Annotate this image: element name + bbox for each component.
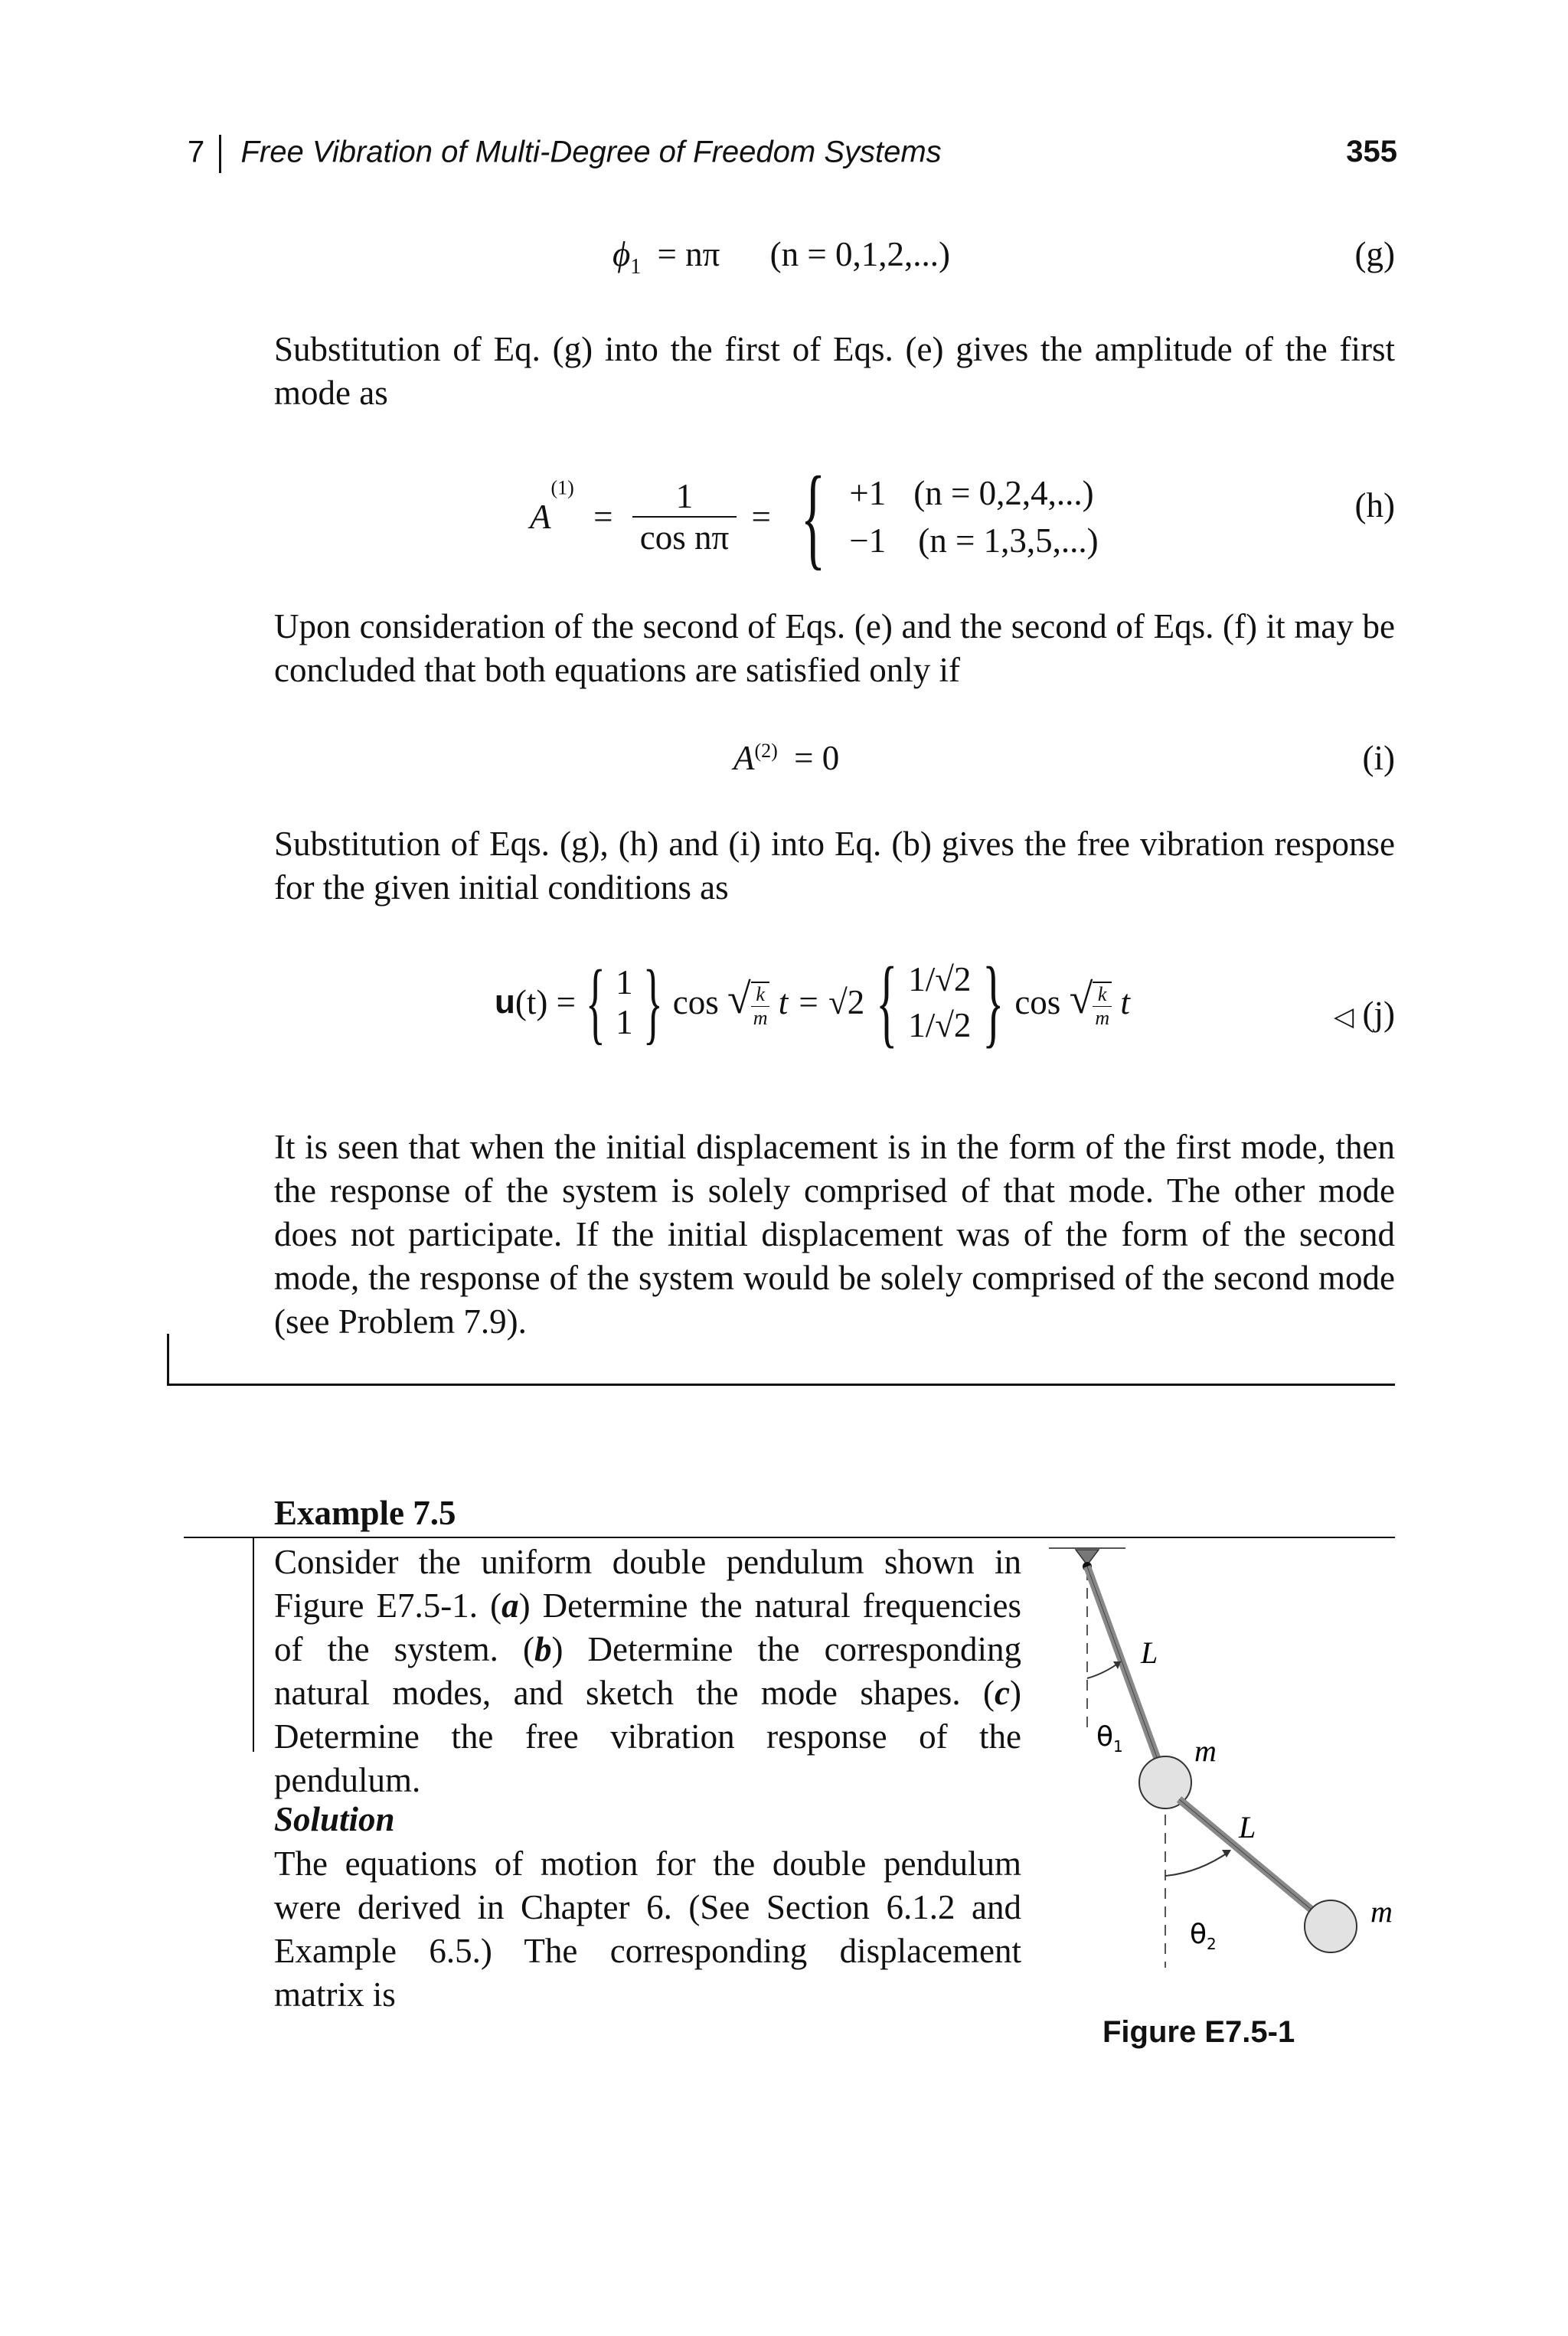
solution-text: The equations of motion for the double pendulum were derived in Chapter 6. (See Section 6.1.2 and Example 6.5.) The corresponding displacement matrix is	[274, 1844, 1021, 2014]
eq-j-k-2: k	[1093, 983, 1112, 1007]
eq-j-u-vector: u	[495, 983, 515, 1021]
paragraph-1: Substitution of Eq. (g) into the first of Eqs. (e) gives the amplitude of the first mode as	[274, 330, 1395, 412]
eq-j-sqrt-1: √ $\frac{k}{m}$	[727, 975, 770, 1029]
equation-g	[612, 234, 950, 279]
example-end-bracket-vertical	[167, 1334, 169, 1386]
eq-j-t-2: t	[1120, 983, 1130, 1021]
equation-j	[495, 947, 1130, 1057]
eq-j-v2-bottom: 1/√2	[908, 1006, 972, 1044]
eq-j-lhs-arg: (t) =	[514, 983, 576, 1021]
chapter-title: Free Vibration of Multi-Degree of Freedom Systems	[240, 135, 942, 169]
eq-i-lhs: A	[733, 739, 755, 777]
eq-i-lhs-sup: (2)	[754, 740, 778, 762]
eq-i-rhs: = 0	[794, 739, 840, 777]
label-m1: m	[1194, 1733, 1217, 1768]
eq-j-v2-top: 1/√2	[908, 960, 972, 998]
end-of-example-marker: ◁	[1334, 1001, 1354, 1032]
eq-h-case2-cond: (n = 1,3,5,...)	[918, 521, 1099, 560]
label-m2: m	[1370, 1894, 1393, 1929]
eq-h-case1-cond: (n = 0,2,4,...)	[913, 474, 1094, 512]
eq-h-lhs: A	[530, 498, 551, 536]
eq-j-t-1: t =	[778, 983, 820, 1021]
eq-j-sqrt-2: √ $\frac{k}{m}$	[1070, 975, 1112, 1029]
eq-h-denominator: cos nπ	[639, 518, 730, 557]
eq-j-brace-1-left: {	[586, 951, 606, 1053]
eq-label-h: (h)	[1354, 486, 1395, 524]
double-pendulum-figure	[1041, 1539, 1439, 1968]
statement-part-b: ) Determine the natural frequencies of the system. (	[274, 1586, 1022, 1668]
page-number: 355	[1346, 135, 1397, 168]
eq-h-case1: +1	[849, 474, 887, 512]
eq-j-v1-top: 1	[616, 963, 633, 1001]
running-header	[188, 135, 1397, 173]
eq-label-j	[1334, 994, 1395, 1034]
eq-g-rhs: = nπ	[657, 235, 720, 273]
paragraph-3: Substitution of Eqs. (g), (h) and (i) into Eq. (b) gives the free vibration response for the given initial conditions as	[274, 825, 1395, 907]
example-statement-bar	[253, 1537, 254, 1752]
eq-j-cos-1: cos	[672, 983, 719, 1021]
eq-h-fraction	[632, 476, 737, 557]
eq-j-v1-bottom: 1	[616, 1003, 633, 1041]
theta-2-arc	[1165, 1851, 1230, 1876]
label-theta2: $\theta_2$	[1190, 1919, 1217, 1953]
paragraph-2: Upon consideration of the second of Eqs. (e) and the second of Eqs. (f) it may be concluded that both equations are satisfied only if	[274, 607, 1395, 689]
example-statement	[274, 1540, 1021, 1802]
statement-part-c: ) Determine the corresponding natural modes, and sketch the mode shapes. (	[274, 1630, 1021, 1712]
eq-j-k-1: k	[751, 983, 770, 1007]
equation-h: $A^{(1)}$ = $\frac{1}{\text{cos nπ}}$ = { +1 (n = 0,2,4,...) −1 (n = 1,3,5,...)	[530, 453, 1099, 580]
eq-j-vector-2	[908, 956, 971, 1048]
example-title: Example 7.5	[274, 1494, 456, 1532]
label-theta1: $\theta_1$	[1096, 1721, 1123, 1756]
eq-h-case2: −1	[849, 521, 887, 560]
eq-j-m-2: m	[1095, 1006, 1110, 1029]
eq-label-i: (i)	[1362, 739, 1395, 777]
eq-j-cos-2: cos	[1014, 983, 1061, 1021]
label-L2: L	[1239, 1810, 1256, 1844]
solution-heading: Solution	[274, 1800, 395, 1838]
part-b-letter: b	[534, 1630, 552, 1668]
eq-label-g: (g)	[1354, 235, 1395, 273]
label-L1: L	[1141, 1635, 1158, 1670]
eq-g-condition: (n = 0,1,2,...)	[769, 235, 951, 273]
eq-h-cases	[849, 469, 1098, 564]
eq-j-sqrt2: √2	[828, 983, 865, 1021]
eq-h-left-brace: {	[800, 453, 826, 580]
statement-part-a: Consider the uniform double pendulum shown in Figure E7.5-1. (	[274, 1543, 1021, 1625]
eq-h-numerator: 1	[632, 476, 737, 518]
paragraph-4: It is seen that when the initial displacement is in the form of the first mode, then the response of the system is solely comprised of that mode. The other mode does not participate. If the initial displacement was of the form of the second mode, the response of the system would be solely comprised of the second mode (see Problem 7.9).	[274, 1128, 1395, 1341]
figure-caption: Figure E7.5-1	[1102, 2015, 1295, 2049]
phi-subscript: 1	[630, 255, 642, 279]
chapter-divider	[219, 135, 221, 173]
mass-2	[1305, 1900, 1357, 1952]
example-top-rule	[184, 1537, 1395, 1538]
part-c-letter: c	[995, 1674, 1010, 1712]
eq-j-brace-2-right: }	[982, 947, 1004, 1057]
example-end-rule	[167, 1384, 1395, 1386]
chapter-number: 7	[188, 135, 205, 169]
eq-h-lhs-sup: (1)	[550, 476, 574, 499]
part-a-letter: a	[501, 1586, 519, 1625]
eq-j-brace-1-right: }	[642, 951, 663, 1053]
eq-j-vector-1	[616, 962, 633, 1042]
eq-j-label: (j)	[1362, 995, 1395, 1033]
eq-j-m-1: m	[753, 1006, 768, 1029]
eq-j-brace-2-left: {	[875, 947, 897, 1057]
statement-part-d: ) Determine the free vibration response of the pendulum.	[274, 1674, 1021, 1799]
equation-i	[733, 738, 839, 778]
phi-symbol: ϕ	[612, 235, 631, 273]
